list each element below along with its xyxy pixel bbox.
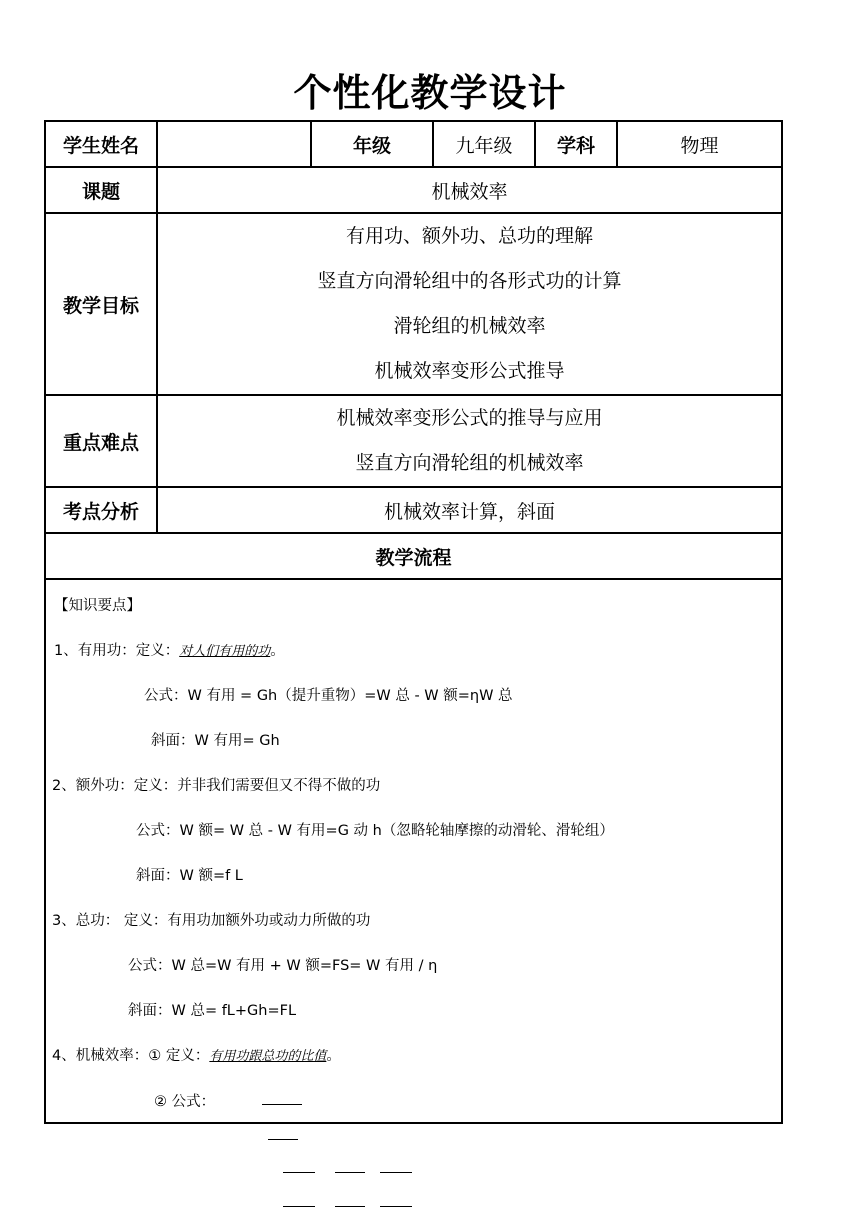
student-label: 学生姓名 — [45, 121, 157, 167]
total-def: 3、总功： 定义：有用功加额外功或动力所做的功 — [52, 913, 371, 929]
total-formula: 公式：W 总=W 有用 + W 额=FS= W 有用 / η — [128, 958, 438, 974]
exam-value: 机械效率计算，斜面 — [157, 487, 782, 533]
goal-item: 滑轮组的机械效率 — [393, 315, 546, 337]
subject-value: 物理 — [617, 121, 782, 167]
fraction-bar — [283, 1206, 315, 1207]
subject-label: 学科 — [535, 121, 617, 167]
keypoints-row — [45, 395, 782, 487]
fraction-bar — [335, 1206, 365, 1207]
useful-def-prefix: 1、有用功：定义： — [54, 643, 180, 659]
fraction-bar — [262, 1104, 302, 1105]
goal-item: 机械效率变形公式推导 — [374, 360, 565, 382]
extra-slope: 斜面：W 额=f L — [136, 868, 243, 884]
fraction-bar — [380, 1172, 412, 1173]
useful-def-line — [54, 639, 285, 660]
extra-def: 2、额外功：定义：并非我们需要但又不得不做的功 — [52, 778, 381, 794]
goals-list — [157, 213, 782, 395]
keypoints-label: 重点难点 — [45, 395, 157, 487]
fraction-bar — [335, 1172, 365, 1173]
goals-row — [45, 213, 782, 395]
useful-def-text: 对人们有用的功 — [179, 644, 271, 659]
useful-slope: 斜面：W 有用= Gh — [151, 733, 280, 749]
flow-content-row — [45, 579, 782, 1123]
goals-label: 教学目标 — [45, 213, 157, 395]
useful-formula: 公式：W 有用 = Gh（提升重物）=W 总 - W 额=ηW 总 — [144, 688, 513, 704]
eff-formula-label: ② 公式： — [154, 1094, 216, 1110]
exam-label: 考点分析 — [45, 487, 157, 533]
topic-row — [45, 167, 782, 213]
topic-label: 课题 — [45, 167, 157, 213]
goal-item: 竖直方向滑轮组中的各形式功的计算 — [317, 270, 622, 292]
keypoint-item: 竖直方向滑轮组的机械效率 — [355, 452, 584, 474]
student-value — [157, 121, 311, 167]
header-row — [45, 121, 782, 167]
exam-row — [45, 487, 782, 533]
grade-label: 年级 — [311, 121, 433, 167]
eff-def-text: 有用功跟总功的比值 — [209, 1049, 327, 1064]
keypoints-list — [157, 395, 782, 487]
fraction-bar — [380, 1206, 412, 1207]
topic-value: 机械效率 — [157, 167, 782, 213]
lesson-table — [44, 120, 783, 1124]
flow-label: 教学流程 — [45, 533, 782, 579]
useful-def-end: 。 — [270, 643, 285, 659]
eff-def-end: 。 — [326, 1048, 341, 1064]
flow-content — [45, 579, 782, 1123]
eff-def-prefix: 4、机械效率：① 定义： — [52, 1048, 210, 1064]
eff-def-line — [52, 1044, 341, 1065]
flow-header-row — [45, 533, 782, 579]
extra-formula: 公式：W 额= W 总 - W 有用=G 动 h（忽略轮轴摩擦的动滑轮、滑轮组） — [136, 823, 614, 839]
grade-value: 九年级 — [433, 121, 535, 167]
total-slope: 斜面：W 总= fL+Gh=FL — [128, 1003, 297, 1019]
goal-item: 有用功、额外功、总功的理解 — [345, 225, 593, 247]
fraction-bar — [283, 1172, 315, 1173]
knowledge-heading: 【知识要点】 — [54, 598, 141, 614]
page-title: 个性化教学设计 — [293, 71, 567, 115]
keypoint-item: 机械效率变形公式的推导与应用 — [336, 407, 603, 429]
fraction-bar — [268, 1139, 298, 1140]
